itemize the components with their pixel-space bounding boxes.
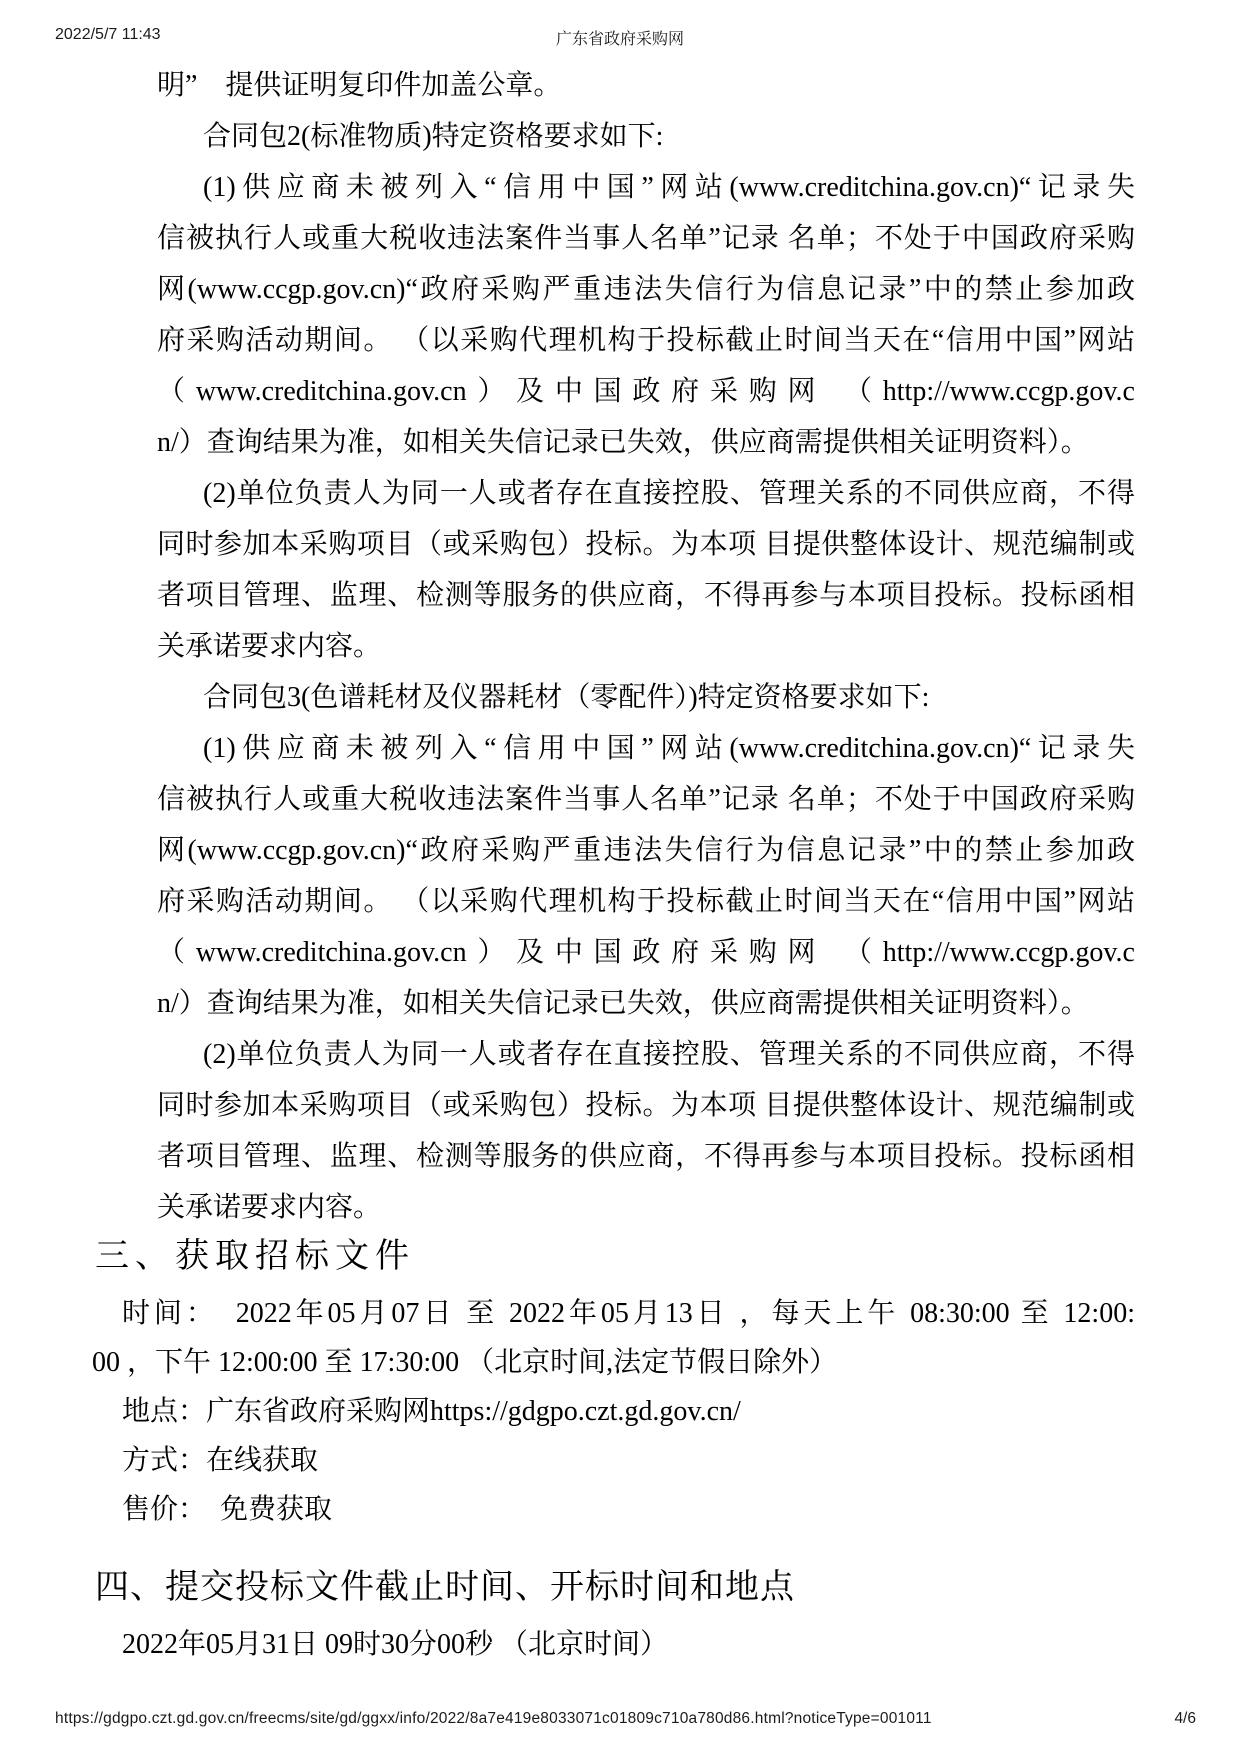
document-line: 同时参加本采购项目（或采购包）投标。为本项 目提供整体设计、规范编制或 [157,529,1135,560]
document-line: 时间： 2022年05月07日 至 2022年05月13日 ，每天上午 08:30:00 至 12:00: [122,1298,1135,1329]
document-line: 方式：在线获取 [122,1445,319,1476]
document-line: 明” 提供证明复印件加盖公章。 [157,70,562,101]
document-line: (1)供应商未被列入“信用中国”网站(www.creditchina.gov.cn)“记录失 [203,733,1135,764]
document-line: 府采购活动期间。 （以采购代理机构于投标截止时间当天在“信用中国”网站 [157,886,1136,917]
print-footer [0,1708,1240,1728]
document-line: 同时参加本采购项目（或采购包）投标。为本项 目提供整体设计、规范编制或 [157,1090,1135,1121]
paragraph [157,672,1135,723]
document-line: 2022年05月31日 09时30分00秒 （北京时间） [122,1629,669,1660]
document-line: (2)单位负责人为同一人或者存在直接控股、管理关系的不同供应商，不得 [203,478,1135,509]
document-line: 者项目管理、监理、检测等服务的供应商，不得再参与本项目投标。投标函相 [157,580,1135,611]
print-header [0,26,1240,46]
paragraph [157,723,1135,1029]
document-line: 府采购活动期间。 （以采购代理机构于投标截止时间当天在“信用中国”网站 [157,325,1136,356]
footer-url: https://gdgpo.czt.gd.gov.cn/freecms/site/gd/ggxx/info/2022/8a7e419e8033071c01809c710a780d86.html?noticeType=001011 [55,1710,932,1727]
document-line: 信被执行人或重大税收违法案件当事人名单”记录 名单；不处于中国政府采购 [157,784,1135,815]
section-heading: 四、提交投标文件截止时间、开标时间和地点 [95,1569,795,1606]
document-line: 合同包2(标准物质)特定资格要求如下: [203,121,664,152]
footer-page-number: 4/6 [1174,1710,1196,1727]
document-line: n/）查询结果为准，如相关失信记录已失效，供应商需提供相关证明资料）。 [157,988,1089,1019]
paragraph [157,162,1135,468]
paragraph [92,1387,1135,1436]
document-line: 网(www.ccgp.gov.cn)“政府采购严重违法失信行为信息记录”中的禁止参加政 [157,835,1135,866]
document-line: （www.creditchina.gov.cn）及中国政府采购网 （http://www.ccgp.gov.c [157,376,1135,407]
document-line: 地点：广东省政府采购网https://gdgpo.czt.gd.gov.cn/ [122,1396,741,1427]
paragraph [92,1289,1135,1387]
document-content [0,60,1240,1669]
document-line: （www.creditchina.gov.cn）及中国政府采购网 （http://www.ccgp.gov.c [157,937,1135,968]
document-line: 者项目管理、监理、检测等服务的供应商，不得再参与本项目投标。投标函相 [157,1141,1135,1172]
document-line: (1)供应商未被列入“信用中国”网站(www.creditchina.gov.cn)“记录失 [203,172,1135,203]
document-line: (2)单位负责人为同一人或者存在直接控股、管理关系的不同供应商，不得 [203,1039,1135,1070]
paragraph [157,111,1135,162]
document-line: 00 ，下午 12:00:00 至 17:30:00 （北京时间,法定节假日除外） [92,1347,838,1378]
paragraph [92,1485,1135,1534]
document-line: 售价： 免费获取 [122,1494,333,1525]
paragraph [92,1436,1135,1485]
header-site-title: 广东省政府采购网 [555,31,684,48]
paragraph [157,1029,1135,1233]
paragraph [157,468,1135,672]
document-line: 合同包3(色谱耗材及仪器耗材（零配件）)特定资格要求如下: [203,682,930,713]
document-line: 网(www.ccgp.gov.cn)“政府采购严重违法失信行为信息记录”中的禁止参加政 [157,274,1135,305]
section-heading: 三、获取招标文件 [95,1238,415,1275]
document-line: 关承诺要求内容。 [157,631,382,662]
header-datetime: 2022/5/7 11:43 [55,26,161,43]
paragraph [157,60,1135,111]
document-line: 关承诺要求内容。 [157,1192,382,1223]
paragraph [92,1620,1135,1669]
document-line: n/）查询结果为准，如相关失信记录已失效，供应商需提供相关证明资料）。 [157,427,1089,458]
document-line: 信被执行人或重大税收违法案件当事人名单”记录 名单；不处于中国政府采购 [157,223,1135,254]
